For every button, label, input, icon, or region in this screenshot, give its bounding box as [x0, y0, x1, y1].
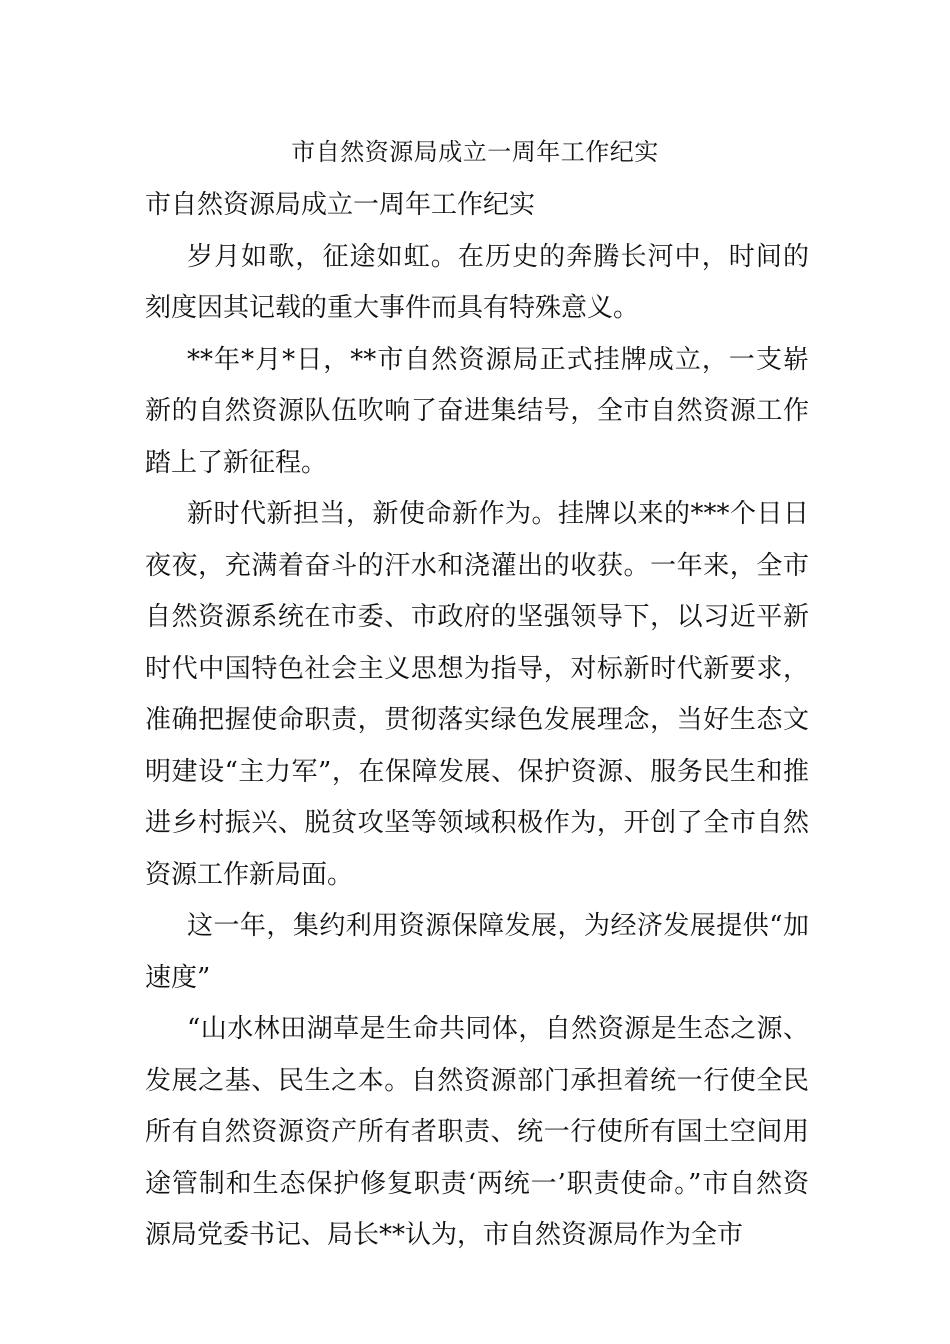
- paragraph-intro: 岁月如歌，征途如虹。在历史的奔腾长河中，时间的刻度因其记载的重大事件而具有特殊意义。: [145, 241, 809, 323]
- document-body: [145, 180, 809, 1262]
- document-subtitle: 市自然资源局成立一周年工作纪实: [145, 190, 536, 220]
- paragraph-new-era: 新时代新担当，新使命新作为。挂牌以来的***个日日夜夜，充满着奋斗的汗水和浇灌出的收获。一年来，全市自然资源系统在市委、市政府的坚强领导下，以习近平新时代中国特色社会主义思想为指导，对标新时代新要求，准确把握使命职责，贯彻落实绿色发展理念，当好生态文明建设“主力军”，在保障发展、保护资源、服务民生和推进乡村振兴、脱贫攻坚等领域积极作为，开创了全市自然资源工作新局面。: [145, 499, 809, 890]
- paragraph-section-heading: 这一年，集约利用资源保障发展，为经济发展提供“加速度”: [145, 911, 809, 993]
- paragraph-founding: **年*月*日，**市自然资源局正式挂牌成立，一支崭新的自然资源队伍吹响了奋进集结号，全市自然资源工作踏上了新征程。: [145, 344, 809, 478]
- document-title: 市自然资源局成立一周年工作纪实: [291, 138, 659, 166]
- paragraph-quote: “山水林田湖草是生命共同体，自然资源是生态之源、发展之基、民生之本。自然资源部门承担着统一行使全民所有自然资源资产所有者职责、统一行使所有国土空间用途管制和生态保护修复职责‘两统一’职责使命。”市自然资源局党委书记、局长**认为，市自然资源局作为全市: [145, 1014, 809, 1250]
